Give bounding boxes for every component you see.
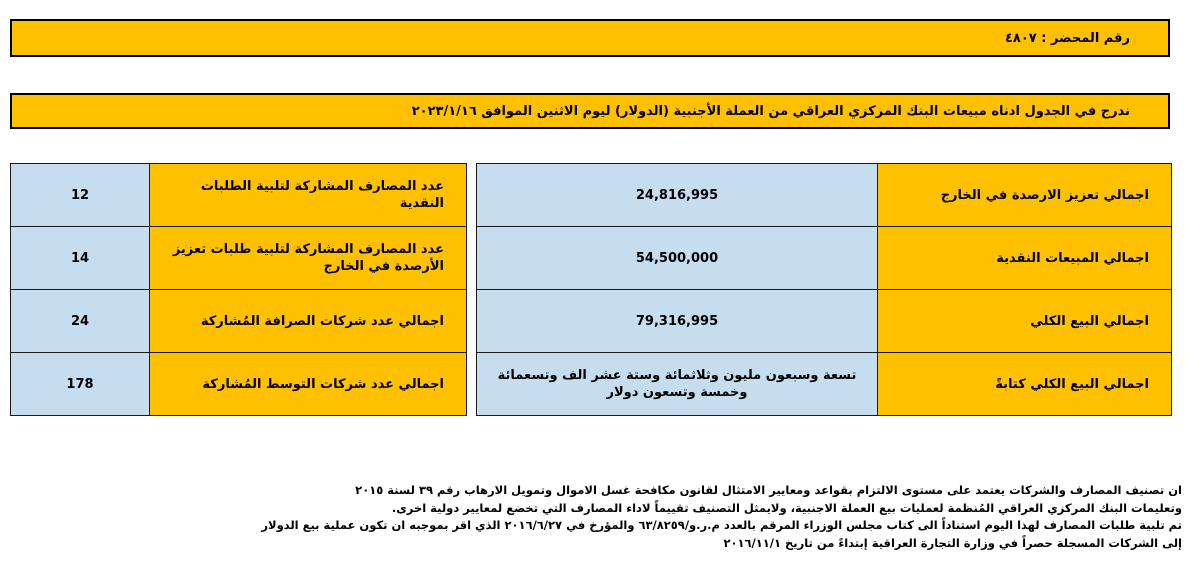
record-number-banner (10, 19, 1170, 57)
sales-label: اجمالي تعزيز الارصدة في الخارج (878, 164, 1172, 227)
participants-label: اجمالي عدد شركات التوسط المُشاركة (150, 353, 467, 416)
sales-value: 24,816,995 (477, 164, 878, 227)
intro-text: ندرج في الجدول ادناه مبيعات البنك المركزي العراقي من العملة الأجنبية (الدولار) ليوم الاثنين الموافق ٢٠٢٣/١/١٦ (411, 103, 1130, 119)
participants-label: عدد المصارف المشاركة لتلبية الطلبات النقدية (150, 164, 467, 227)
table-row (11, 227, 467, 290)
participants-value: 14 (11, 227, 150, 290)
participants-label: اجمالي عدد شركات الصرافة المُشاركة (150, 290, 467, 353)
intro-banner (10, 93, 1170, 129)
table-row (477, 164, 1172, 227)
footnote-line: تم تلبية طلبات المصارف لهذا اليوم استناداً الى كتاب مجلس الوزراء المرقم بالعدد م.ر.و/٦٣/٨٢٥٩ والمؤرخ في ٢٠١٦/٦/٢٧ الذي اقر بموجبه ان تكون عملية بيع الدولار (261, 518, 1182, 532)
participants-value: 178 (11, 353, 150, 416)
participants-value: 12 (11, 164, 150, 227)
sales-value: تسعة وسبعون مليون وثلاثمائة وستة عشر الف وتسعمائة وخمسة وتسعون دولار (477, 353, 878, 416)
sales-label: اجمالي البيع الكلي كتابةً (878, 353, 1172, 416)
footnote-line: إلى الشركات المسجلة حصراً في وزارة التجارة العراقية إبتداءً من تاريخ ٢٠١٦/١١/١ (723, 535, 1182, 550)
table-row (11, 164, 467, 227)
table-row (477, 227, 1172, 290)
sales-table (476, 163, 1172, 416)
sales-value: 79,316,995 (477, 290, 878, 353)
sales-label: اجمالي البيع الكلي (878, 290, 1172, 353)
participants-value: 24 (11, 290, 150, 353)
sales-label: اجمالي المبيعات النقدية (878, 227, 1172, 290)
table-row (11, 290, 467, 353)
table-row (477, 353, 1172, 416)
footnotes (261, 482, 1182, 552)
record-number: رقم المحضر : ٤٨٠٧ (1004, 30, 1130, 46)
sales-value: 54,500,000 (477, 227, 878, 290)
participants-label: عدد المصارف المشاركة لتلبية طلبات تعزيز الأرصدة في الخارج (150, 227, 467, 290)
footnote-line: وتعليمات البنك المركزي العراقي المُنظمة لعمليات بيع العملة الاجنبية، ولايمثل التصنيف تقييماً لاداء المصارف التي تخضع لمعايير دولية اخرى. (391, 500, 1182, 515)
footnote-line: ان تصنيف المصارف والشركات يعتمد على مستوى الالتزام بقواعد ومعايير الامتثال لقانون مكافحة غسل الاموال وتمويل الارهاب رقم ٣٩ لسنة ٢٠١٥ (355, 483, 1182, 497)
table-row (11, 353, 467, 416)
participants-table (10, 163, 467, 416)
table-row (477, 290, 1172, 353)
